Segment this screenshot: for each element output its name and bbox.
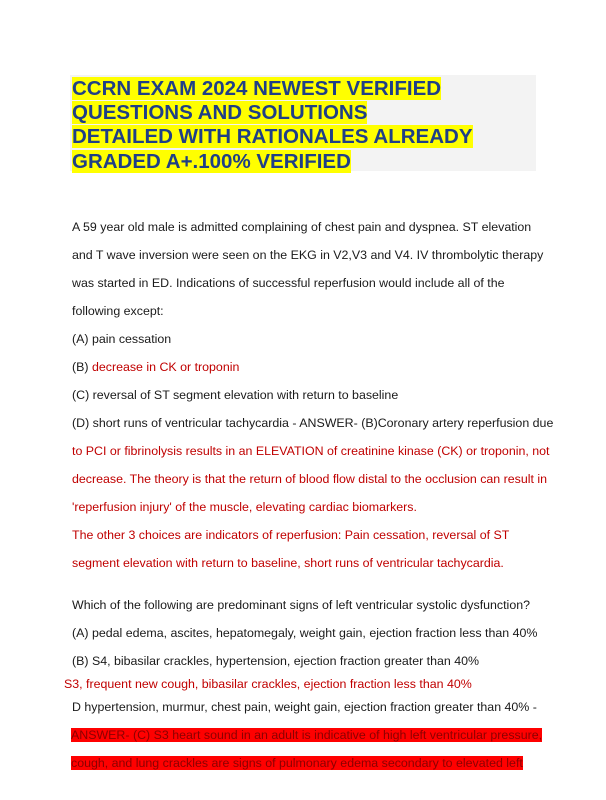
q2-option-b: (B) S4, bibasilar crackles, hypertension, ejection fraction greater than 40% bbox=[72, 654, 480, 668]
q1-option-c: (C) reversal of ST segment elevation with return to baseline bbox=[72, 388, 399, 402]
q2-option-a: (A) pedal edema, ascites, hepatomegaly, weight gain, ejection fraction less than 40% bbox=[72, 626, 538, 640]
q1-option-b bbox=[72, 359, 239, 375]
q1-option-b-label: (B) bbox=[72, 360, 92, 374]
q2-answer-line bbox=[71, 755, 523, 771]
q2-stem: Which of the following are predominant signs of left ventricular systolic dysfunction? bbox=[72, 598, 530, 612]
title-line: GRADED A+.100% VERIFIED bbox=[72, 149, 351, 173]
title-line: CCRN EXAM 2024 NEWEST VERIFIED bbox=[72, 77, 442, 100]
title-line: DETAILED WITH RATIONALES ALREADY bbox=[72, 125, 473, 149]
q1-option-d: (D) short runs of ventricular tachycardia - ANSWER- (B)Coronary artery reperfusion due bbox=[72, 416, 554, 430]
q1-option-a: (A) pain cessation bbox=[72, 332, 172, 346]
q1-rationale-line: to PCI or fibrinolysis results in an ELEVATION of creatinine kinase (CK) or troponin, not bbox=[72, 444, 550, 458]
q1-rationale-line: The other 3 choices are indicators of reperfusion: Pain cessation, reversal of ST bbox=[72, 528, 510, 542]
q2-option-c: S3, frequent new cough, bibasilar crackles, ejection fraction less than 40% bbox=[64, 677, 472, 691]
q1-rationale-line: segment elevation with return to baseline, short runs of ventricular tachycardia. bbox=[72, 556, 504, 570]
q2-answer-highlight: ANSWER- (C) S3 heart sound in an adult is indicative of high left ventricular pressure, bbox=[71, 728, 543, 742]
q2-answer-highlight: cough, and lung crackles are signs of pulmonary edema secondary to elevated left bbox=[71, 756, 523, 770]
q2-answer-line bbox=[71, 727, 542, 743]
q1-stem-line: was started in ED. Indications of successful reperfusion would include all of the bbox=[72, 276, 505, 290]
q1-stem-line: following except: bbox=[72, 304, 164, 318]
document-title bbox=[72, 77, 473, 174]
q1-rationale-line: decrease. The theory is that the return of blood flow distal to the occlusion can result in bbox=[72, 472, 548, 486]
q1-stem-line: A 59 year old male is admitted complaining of chest pain and dyspnea. ST elevation bbox=[72, 220, 532, 234]
q1-rationale-line: 'reperfusion injury' of the muscle, elevating cardiac biomarkers. bbox=[72, 500, 417, 514]
q1-option-b-text: decrease in CK or troponin bbox=[91, 360, 240, 374]
q2-option-d: D hypertension, murmur, chest pain, weight gain, ejection fraction greater than 40% - bbox=[72, 700, 537, 714]
title-line: QUESTIONS AND SOLUTIONS bbox=[72, 101, 368, 125]
q1-stem-line: and T wave inversion were seen on the EKG in V2,V3 and V4. IV thrombolytic therapy bbox=[72, 248, 544, 262]
